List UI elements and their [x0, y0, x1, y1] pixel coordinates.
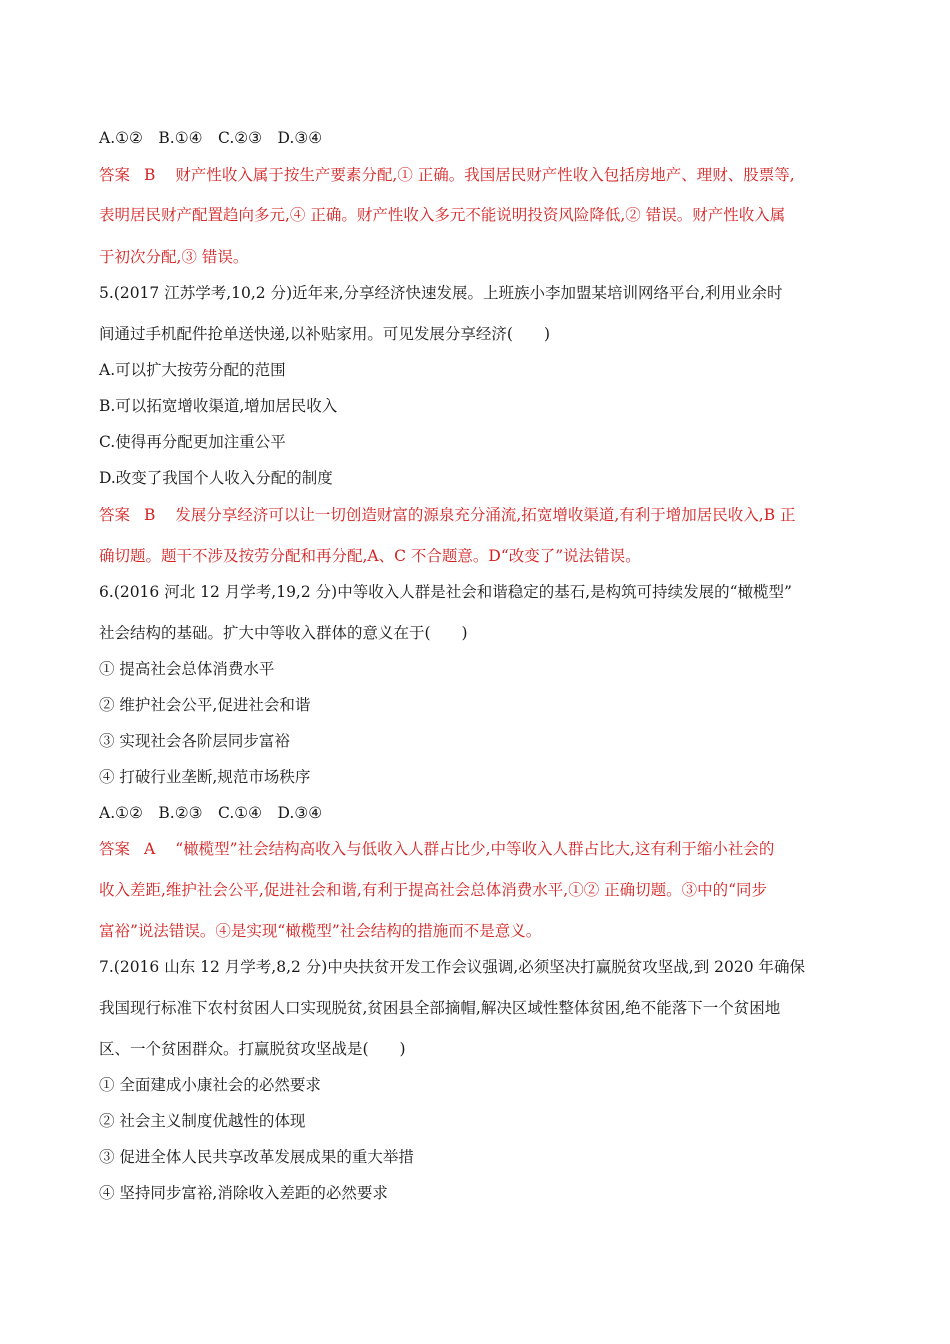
answer-explanation: 表明居民财产配置趋向多元,④ 正确。财产性收入多元不能说明投资风险降低,② 错误。财产性收入属 [99, 206, 786, 224]
q6-stem: 6.(2016 河北 12 月学考,19,2 分)中等收入人群是社会和谐稳定的基石,是构筑可持续发展的“橄榄型” [99, 583, 792, 601]
q4-answer [99, 163, 795, 185]
q5-stem: 间通过手机配件抢单送快递,以补贴家用。可见发展分享经济( ) [99, 325, 551, 343]
q7-item: ① 全面建成小康社会的必然要求 [99, 1076, 321, 1094]
q5-stem: 5.(2017 江苏学考,10,2 分)近年来,分享经济快速发展。上班族小李加盟某培训网络平台,利用业余时 [99, 284, 783, 302]
answer-key: B [144, 506, 156, 524]
q7-stem: 区、一个贫困群众。打赢脱贫攻坚战是( ) [99, 1040, 406, 1058]
answer-explanation: 收入差距,维护社会公平,促进社会和谐,有利于提高社会总体消费水平,①② 正确切题。③中的“同步 [99, 881, 768, 899]
q4-options: A.①② B.①④ C.②③ D.③④ [99, 129, 323, 147]
answer-explanation: 于初次分配,③ 错误。 [99, 248, 249, 266]
q6-item: ④ 打破行业垄断,规范市场秩序 [99, 768, 311, 786]
q6-item: ① 提高社会总体消费水平 [99, 660, 275, 678]
q6-options: A.①② B.②③ C.①④ D.③④ [99, 804, 323, 822]
q7-item: ② 社会主义制度优越性的体现 [99, 1112, 306, 1130]
answer-label: 答案 [99, 166, 131, 184]
q5-answer [99, 503, 796, 525]
q5-option: D.改变了我国个人收入分配的制度 [99, 469, 333, 487]
answer-explanation: 确切题。题干不涉及按劳分配和再分配,A、C 不合题意。D“改变了”说法错误。 [99, 547, 641, 565]
q7-stem: 7.(2016 山东 12 月学考,8,2 分)中央扶贫开发工作会议强调,必须坚决打赢脱贫攻坚战,到 2020 年确保 [99, 958, 805, 976]
q5-option: B.可以拓宽增收渠道,增加居民收入 [99, 397, 338, 415]
q6-item: ② 维护社会公平,促进社会和谐 [99, 696, 311, 714]
answer-label: 答案 [99, 506, 131, 524]
q7-item: ④ 坚持同步富裕,消除收入差距的必然要求 [99, 1184, 388, 1202]
q5-option: A.可以扩大按劳分配的范围 [99, 361, 286, 379]
answer-key: A [144, 840, 156, 858]
answer-key: B [144, 166, 156, 184]
q6-stem: 社会结构的基础。扩大中等收入群体的意义在于( ) [99, 624, 468, 642]
q7-stem: 我国现行标准下农村贫困人口实现脱贫,贫困县全部摘帽,解决区域性整体贫困,绝不能落下一个贫困地 [99, 999, 781, 1017]
q5-option: C.使得再分配更加注重公平 [99, 433, 286, 451]
q6-item: ③ 实现社会各阶层同步富裕 [99, 732, 290, 750]
q6-answer [99, 837, 774, 859]
answer-explanation: “橄榄型”社会结构高收入与低收入人群占比少,中等收入人群占比大,这有利于缩小社会的 [175, 840, 775, 858]
q7-item: ③ 促进全体人民共享改革发展成果的重大举措 [99, 1148, 414, 1166]
answer-explanation: 发展分享经济可以让一切创造财富的源泉充分涌流,拓宽增收渠道,有利于增加居民收入,B 正 [175, 506, 796, 524]
answer-label: 答案 [99, 840, 131, 858]
answer-explanation: 富裕”说法错误。④是实现“橄榄型”社会结构的措施而不是意义。 [99, 922, 542, 940]
answer-explanation: 财产性收入属于按生产要素分配,① 正确。我国居民财产性收入包括房地产、理财、股票等, [175, 166, 795, 184]
